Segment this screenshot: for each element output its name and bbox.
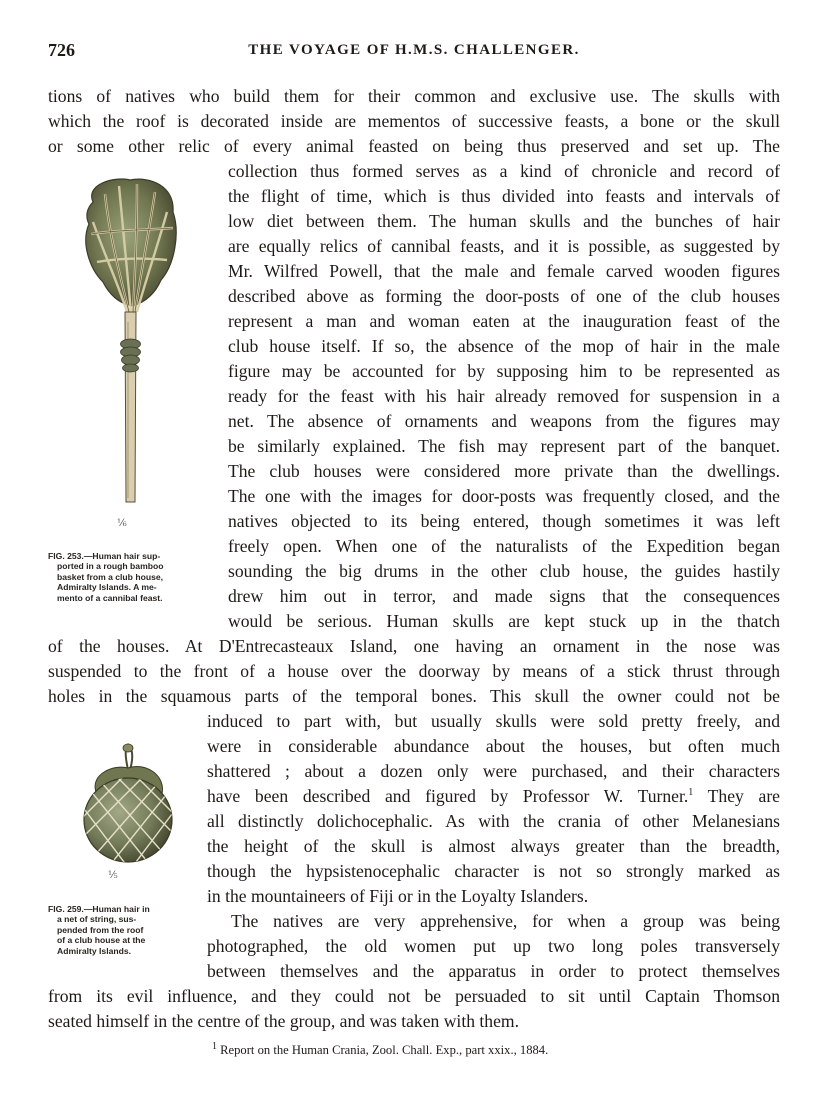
body-line: are equally relics of cannibal feasts, and it is possible, as suggested by <box>228 236 780 256</box>
figure-259-caption <box>48 904 198 956</box>
caption-line: ported in a rough bamboo <box>57 561 164 572</box>
body-line: The natives are very apprehensive, for when a group was being <box>231 911 780 931</box>
body-line: the flight of time, which is thus divided into feasts and intervals of <box>228 186 780 206</box>
body-line: drew him out in terror, and made signs that the consequences <box>228 586 780 606</box>
body-line: collection thus formed serves as a kind of chronicle and record of <box>228 161 780 181</box>
body-line-text: have been described and figured by Professor W. Turner. <box>207 786 689 806</box>
body-line: club house itself. If so, the absence of the mop of hair in the male <box>228 336 780 356</box>
body-line: natives objected to its being entered, though sometimes it was left <box>228 511 780 531</box>
body-line: figure may be accounted for by supposing him to be represented as <box>228 361 780 381</box>
body-line: were in considerable abundance about the houses, but often much <box>207 736 780 756</box>
body-line: all distinctly dolichocephalic. As with the crania of other Melanesians <box>207 811 780 831</box>
body-line: between themselves and the apparatus in order to protect themselves <box>207 961 780 981</box>
figure-253-illustration <box>75 172 185 517</box>
footnote-mark: 1 <box>212 1040 217 1052</box>
body-line-continuation: They are <box>693 786 780 806</box>
body-line: from its evil influence, and they could not be persuaded to sit until Captain Thomson <box>48 986 780 1006</box>
caption-line: Admiralty Islands. A me- <box>57 582 157 593</box>
body-line: sounding the big drums in the other club house, the guides hastily <box>228 561 780 581</box>
running-title: THE VOYAGE OF H.M.S. CHALLENGER. <box>248 42 580 58</box>
caption-line: FIG. 253.—Human hair sup- <box>48 551 161 561</box>
figure-259-scale: ⅕ <box>108 870 118 881</box>
body-line: tions of natives who build them for their common and exclusive use. The skulls with <box>48 86 780 106</box>
body-line: freely open. When one of the naturalists of the Expedition began <box>228 536 780 556</box>
body-line: or some other relic of every animal feasted on being thus preserved and set up. The <box>48 136 780 156</box>
running-header <box>48 40 780 64</box>
caption-line: FIG. 259.—Human hair in <box>48 904 150 914</box>
footnote-ref[interactable]: 1 <box>688 787 694 799</box>
body-line: which the roof is decorated inside are mementos of successive feasts, a bone or the skull <box>48 111 780 131</box>
figure-253-caption <box>48 551 210 603</box>
body-line: though the hypsistenocephalic character is not so strongly marked as <box>207 861 780 881</box>
body-line: net. The absence of ornaments and weapons from the figures may <box>228 411 780 431</box>
body-line: induced to part with, but usually skulls were sold pretty freely, and <box>207 711 780 731</box>
body-line: ready for the feast with his hair already removed for suspension in a <box>228 386 780 406</box>
figure-253-scale: ⅙ <box>117 518 127 529</box>
body-line: suspended to the front of a house over the doorway by means of a stick thrust through <box>48 661 780 681</box>
body-line: the height of the skull is almost always greater than the breadth, <box>207 836 780 856</box>
footnote-text: Report on the Human Crania, Zool. Chall. Exp., part xxix., 1884. <box>217 1043 549 1057</box>
figure-259-illustration <box>70 740 190 870</box>
body-line: The club houses were considered more private than the dwellings. <box>228 461 780 481</box>
body-line: low diet between them. The human skulls and the bunches of hair <box>228 211 780 231</box>
body-line: would be serious. Human skulls are kept stuck up in the thatch <box>228 611 780 631</box>
body-line: represent a man and woman eaten at the inauguration feast of the <box>228 311 780 331</box>
footnote <box>212 1040 549 1058</box>
body-line: The one with the images for door-posts was frequently closed, and the <box>228 486 780 506</box>
caption-line: of a club house at the <box>57 935 146 946</box>
body-line: be similarly explained. The fish may represent part of the banquet. <box>228 436 780 456</box>
body-line: shattered ; about a dozen only were purchased, and their characters <box>207 761 780 781</box>
caption-line: pended from the roof <box>57 924 144 935</box>
caption-line: mento of a cannibal feast. <box>57 592 163 603</box>
body-line <box>207 784 780 809</box>
body-line: described above as forming the door-posts of one of the club houses <box>228 286 780 306</box>
caption-line: a net of string, sus- <box>57 914 137 925</box>
body-line: holes in the squamous parts of the temporal bones. This skull the owner could not be <box>48 686 780 706</box>
body-line: in the mountaineers of Fiji or in the Loyalty Islanders. <box>207 886 589 906</box>
caption-line: basket from a club house, <box>57 571 164 582</box>
body-line: seated himself in the centre of the group, and was taken with them. <box>48 1011 519 1031</box>
page-number: 726 <box>48 40 75 60</box>
caption-line: Admiralty Islands. <box>57 945 132 956</box>
body-line: photographed, the old women put up two long poles transversely <box>207 936 780 956</box>
body-line: Mr. Wilfred Powell, that the male and female carved wooden figures <box>228 261 780 281</box>
body-line: of the houses. At D'Entrecasteaux Island, one having an ornament in the nose was <box>48 636 780 656</box>
